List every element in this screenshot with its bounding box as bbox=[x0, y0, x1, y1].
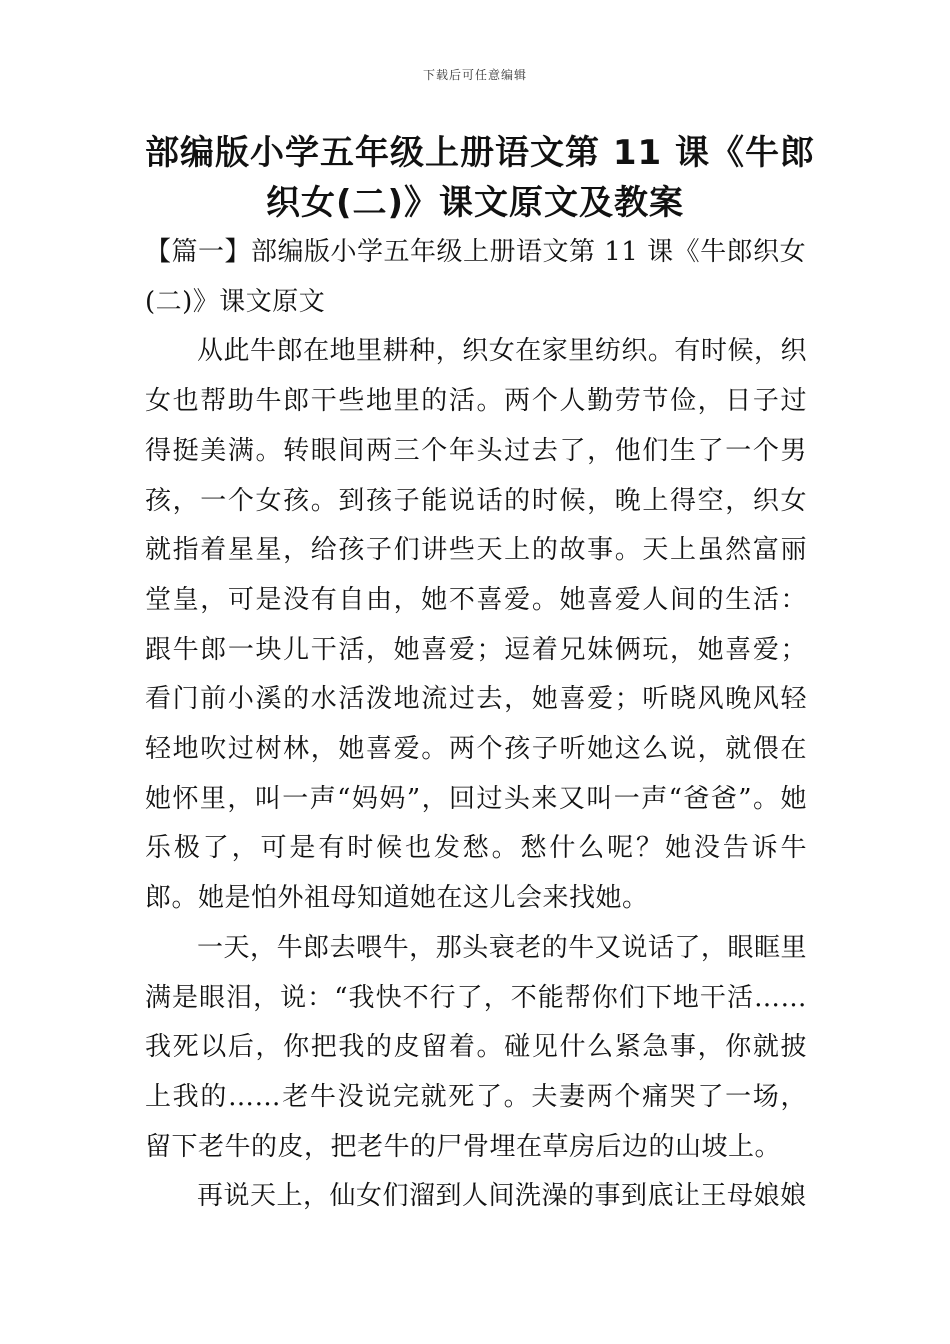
section-heading-line-1: 【篇一】部编版小学五年级上册语文第 11 课《牛郎织女 bbox=[145, 237, 807, 267]
document-title bbox=[145, 128, 815, 228]
document-body bbox=[145, 228, 807, 1222]
paragraph-3: 再说天上，仙女们溜到人间洗澡的事到底让王母娘娘 bbox=[197, 1181, 807, 1212]
paragraph-2: 一天，牛郎去喂牛，那头衰老的牛又说话了，眼眶里满是眼泪，说：“我快不行了，不能帮你们下地干活……我死以后，你把我的皮留着。碰见什么紧急事，你就披上我的……老牛没说完就死了。夫妻两个痛哭了一场，留下老牛的皮，把老牛的尸骨埋在草房后边的山坡上。 bbox=[145, 932, 807, 1162]
title-line-2: 织女(二)》课文原文及教案 bbox=[265, 183, 685, 223]
paragraph-1: 从此牛郎在地里耕种，织女在家里纺织。有时候，织女也帮助牛郎干些地里的活。两个人勤劳节俭，日子过得挺美满。转眼间两三个年头过去了，他们生了一个男孩，一个女孩。到孩子能说话的时候，晚上得空，织女就指着星星，给孩子们讲些天上的故事。天上虽然富丽堂皇，可是没有自由，她不喜爱。她喜爱人间的生活：跟牛郎一块儿干活，她喜爱；逗着兄妹俩玩，她喜爱；看门前小溪的水活泼地流过去，她喜爱；听晓风晚风轻轻地吹过树林，她喜爱。两个孩子听她这么说，就偎在她怀里，叫一声“妈妈”，回过头来又叫一声“爸爸”。她乐极了，可是有时候也发愁。愁什么呢？她没告诉牛郎。她是怕外祖母知道她在这儿会来找她。 bbox=[145, 336, 807, 914]
title-line-1: 部编版小学五年级上册语文第 11 课《牛郎 bbox=[145, 133, 815, 173]
section-heading bbox=[145, 228, 807, 327]
header-note: 下载后可任意编辑 bbox=[422, 68, 527, 82]
section-heading-line-2: (二)》课文原文 bbox=[145, 286, 326, 317]
